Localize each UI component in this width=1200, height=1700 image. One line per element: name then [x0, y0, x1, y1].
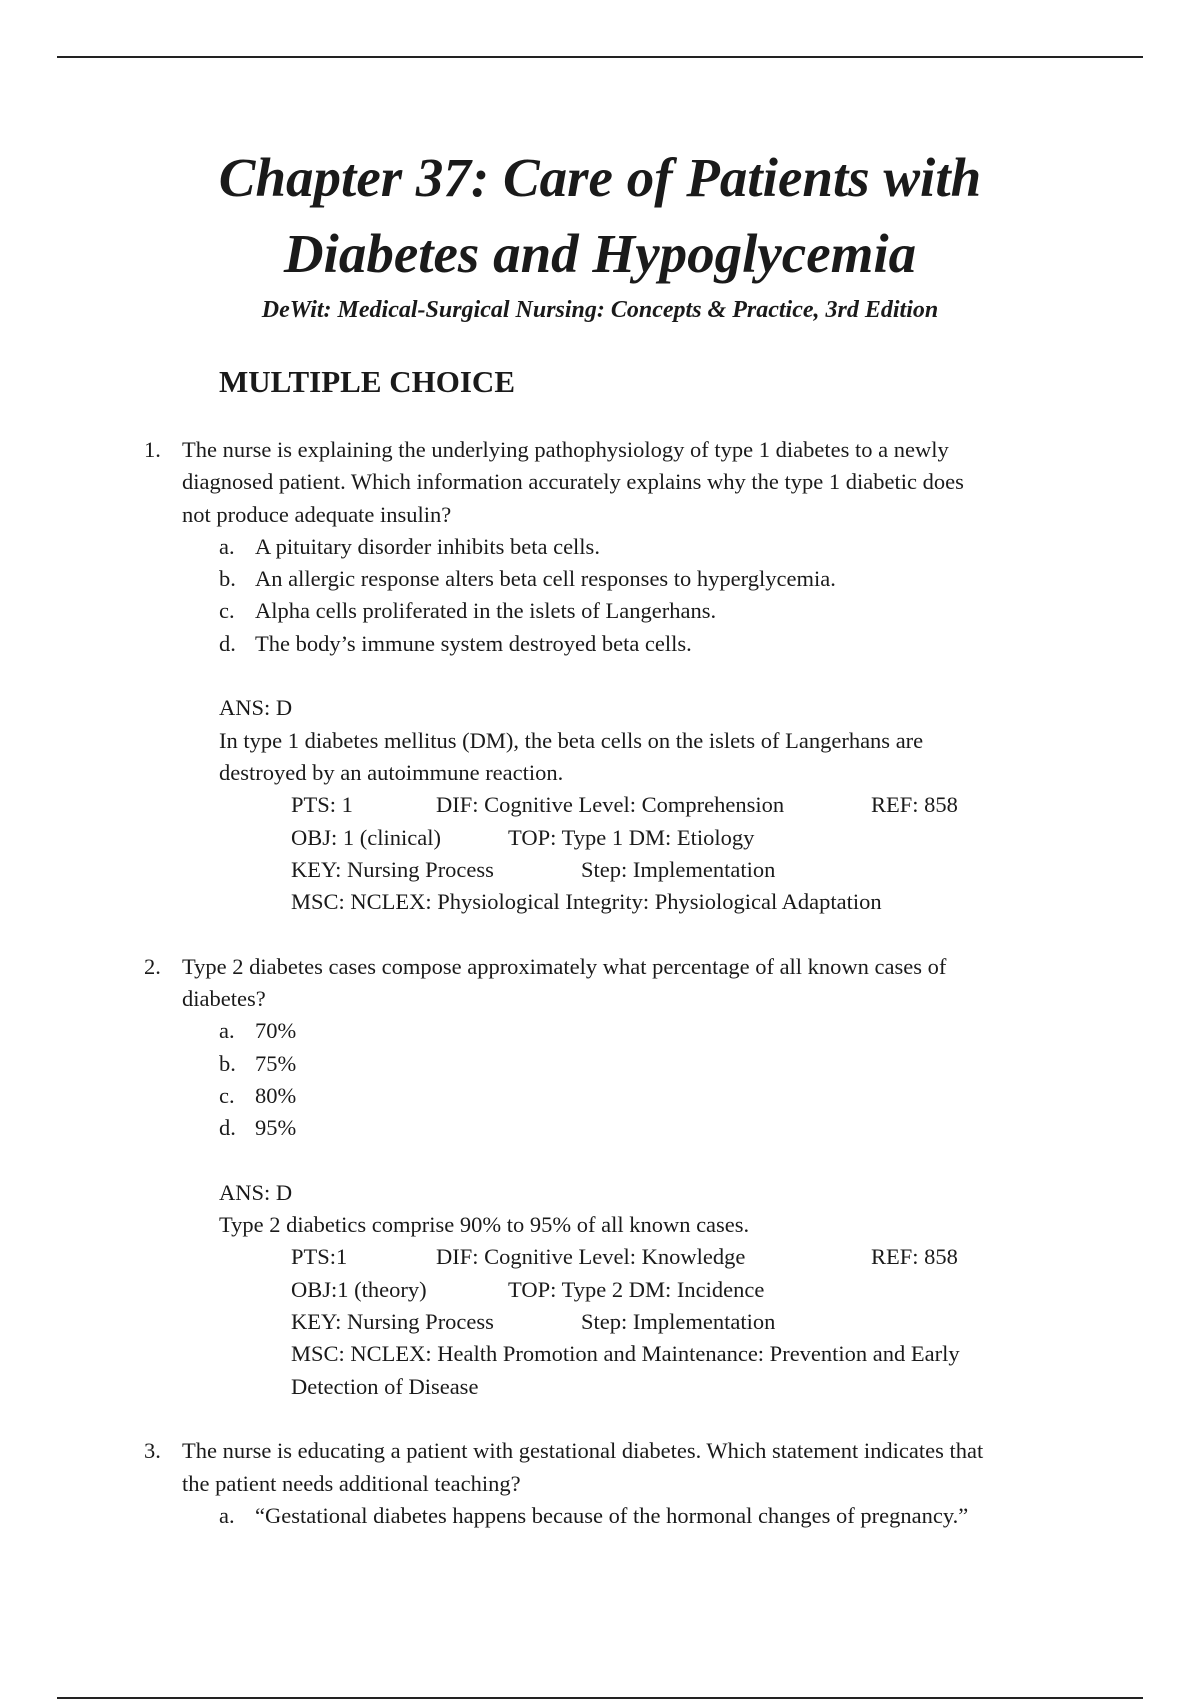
question-number: 2.	[144, 953, 161, 979]
question-stem-text: The nurse is educating a patient with gestational diabetes. Which statement indicates that	[182, 1438, 984, 1464]
objective: OBJ: 1 (clinical)	[291, 824, 441, 850]
answer-key: ANS: D	[219, 695, 293, 721]
bottom-rule	[57, 1697, 1143, 1699]
question-stem-line: the patient needs additional teaching?	[182, 1470, 521, 1496]
option-text: Alpha cells proliferated in the islets of Langerhans.	[255, 598, 717, 624]
question-list	[0, 434, 1200, 1532]
option-text: An allergic response alters beta cell responses to hyperglycemia.	[255, 566, 836, 592]
question-stem-line	[0, 951, 1042, 983]
step: Step: Implementation	[581, 1309, 776, 1335]
question-3	[0, 1435, 1200, 1532]
option-letter: a.	[219, 1502, 235, 1528]
metadata-row	[0, 789, 1200, 821]
metadata-row	[0, 1371, 1200, 1403]
metadata-row	[0, 822, 1200, 854]
question-number: 1.	[144, 437, 161, 462]
option-letter: b.	[219, 566, 236, 592]
topic: TOP: Type 2 DM: Incidence	[508, 1276, 765, 1302]
answer-option	[0, 531, 1200, 563]
option-text: “Gestational diabetes happens because of the hormonal changes of pregnancy.”	[255, 1502, 969, 1528]
book-subtitle: DeWit: Medical-Surgical Nursing: Concepts & Practice, 3rd Edition	[261, 297, 939, 323]
answer-key: ANS: D	[219, 1179, 293, 1205]
question-stem-line	[0, 1435, 1042, 1467]
answer-option	[0, 1112, 1200, 1144]
option-text: 80%	[255, 1082, 297, 1108]
rationale-line: Type 2 diabetics comprise 90% to 95% of all known cases.	[219, 1212, 750, 1238]
top-rule	[57, 56, 1143, 58]
option-letter: a.	[219, 533, 235, 559]
option-text: A pituitary disorder inhibits beta cells.	[255, 533, 600, 559]
difficulty: DIF: Cognitive Level: Comprehension	[436, 792, 785, 818]
metadata-row	[0, 1241, 1200, 1273]
option-letter: d.	[219, 630, 236, 656]
difficulty: DIF: Cognitive Level: Knowledge	[436, 1244, 746, 1270]
metadata-row	[0, 886, 1200, 918]
option-letter: b.	[219, 1050, 236, 1076]
option-text: 70%	[255, 1018, 297, 1044]
key: KEY: Nursing Process	[291, 856, 494, 882]
rationale-line: destroyed by an autoimmune reaction.	[219, 759, 564, 785]
step: Step: Implementation	[581, 856, 776, 882]
question-2	[0, 951, 1200, 1403]
option-text: 95%	[255, 1115, 297, 1141]
answer-option	[0, 1015, 1200, 1047]
answer-option	[0, 628, 1200, 660]
option-letter: d.	[219, 1115, 236, 1141]
question-stem-line: diabetes?	[182, 986, 266, 1012]
chapter-title-line-1: Chapter 37: Care of Patients with	[218, 147, 982, 208]
question-stem-text: Type 2 diabetes cases compose approximately what percentage of all known cases of	[182, 953, 947, 979]
points: PTS:1	[291, 1244, 348, 1270]
rationale-line: In type 1 diabetes mellitus (DM), the beta cells on the islets of Langerhans are	[219, 727, 924, 753]
points: PTS: 1	[291, 792, 353, 818]
metadata-row	[0, 1274, 1200, 1306]
question-1	[0, 434, 1200, 918]
question-number: 3.	[144, 1438, 161, 1464]
option-letter: c.	[219, 598, 235, 624]
option-letter: c.	[219, 1082, 235, 1108]
key: KEY: Nursing Process	[291, 1309, 494, 1335]
question-stem-line	[0, 434, 1042, 466]
msc-category: MSC: NCLEX: Physiological Integrity: Physiological Adaptation	[291, 889, 882, 915]
question-stem-line: diagnosed patient. Which information accurately explains why the type 1 diabetic does	[182, 469, 964, 495]
option-letter: a.	[219, 1018, 235, 1044]
question-stem-line: not produce adequate insulin?	[182, 501, 452, 527]
answer-option	[0, 1048, 1200, 1080]
metadata-row	[0, 1306, 1200, 1338]
answer-option	[0, 563, 1200, 595]
option-text: 75%	[255, 1050, 297, 1076]
answer-option	[0, 1500, 1200, 1532]
metadata-row	[0, 1338, 1200, 1370]
objective: OBJ:1 (theory)	[291, 1276, 427, 1302]
page-reference: REF: 858	[871, 1244, 958, 1270]
msc-category-continued: Detection of Disease	[291, 1373, 479, 1399]
metadata-row	[0, 854, 1200, 886]
page-reference: REF: 858	[871, 792, 958, 818]
topic: TOP: Type 1 DM: Etiology	[508, 824, 755, 850]
answer-option	[0, 1080, 1200, 1112]
option-text: The body’s immune system destroyed beta cells.	[255, 630, 692, 656]
chapter-title-line-2: Diabetes and Hypoglycemia	[283, 223, 917, 284]
answer-option	[0, 595, 1200, 627]
msc-category: MSC: NCLEX: Health Promotion and Maintenance: Prevention and Early	[291, 1341, 960, 1367]
question-stem-text: The nurse is explaining the underlying pathophysiology of type 1 diabetes to a newly	[182, 437, 949, 462]
section-heading: MULTIPLE CHOICE	[219, 364, 515, 399]
